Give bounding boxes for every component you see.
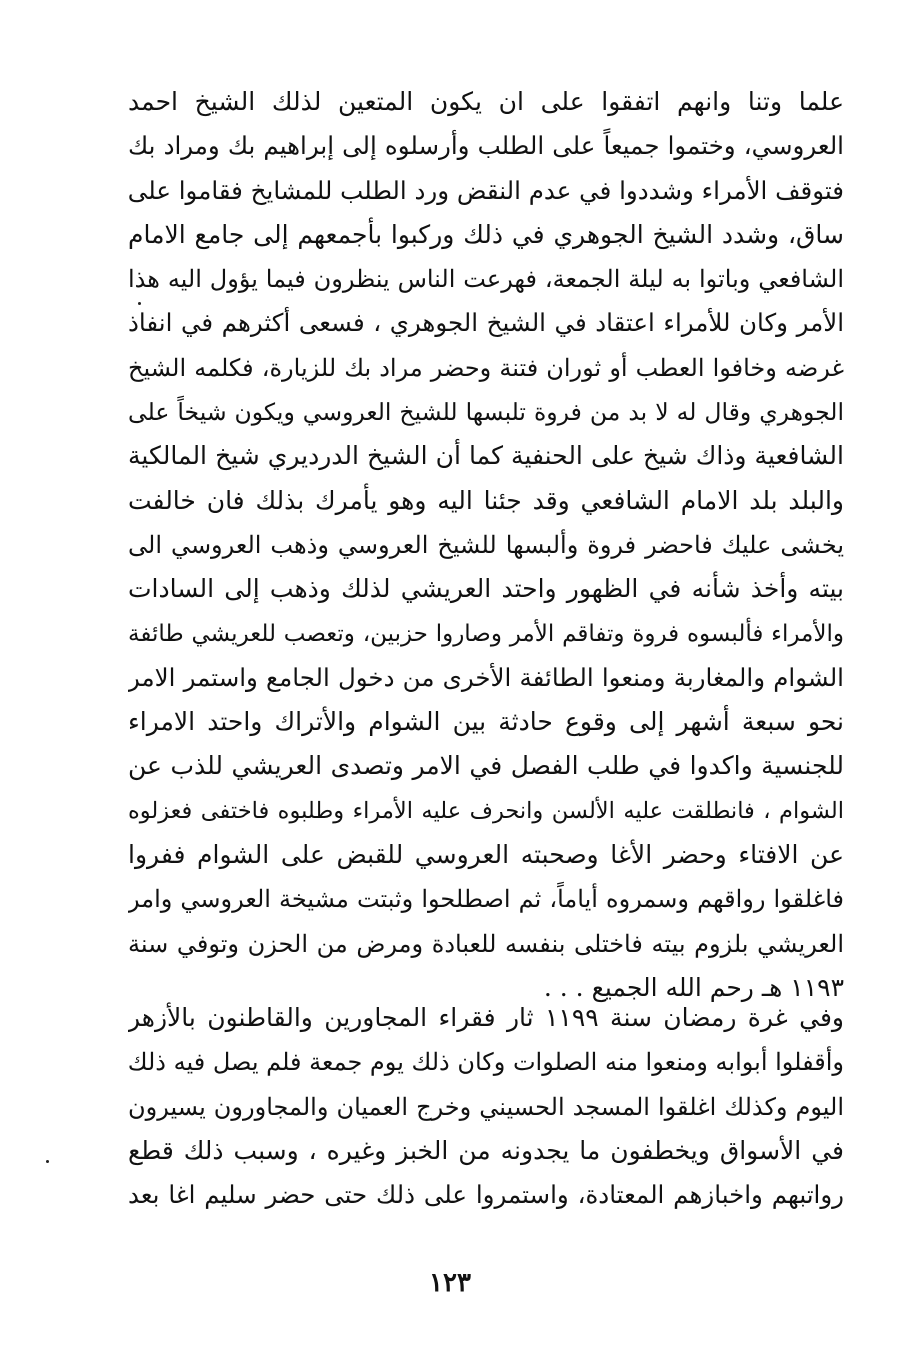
ink-speck <box>138 302 141 305</box>
paragraph-1 <box>128 80 844 1010</box>
text-line: والبلد بلد الامام الشافعي وقد جئنا اليه وهو يأمرك بذلك فان خالفت <box>128 485 844 515</box>
text-line: فتوقف الأمراء وشددوا في عدم النقض ورد الطلب للمشايخ فقاموا على <box>128 175 844 205</box>
text-line: علما وتنا وانهم اتفقوا على ان يكون المتعين لذلك الشيخ احمد <box>128 87 844 116</box>
ink-speck <box>46 1160 49 1163</box>
text-line: الأمر وكان للأمراء اعتقاد في الشيخ الجوهري ، فسعى أكثرهم في انفاذ <box>128 308 844 338</box>
text-line: والأمراء فألبسوه فروة وتفاقم الأمر وصاروا حزبين، وتعصب للعريشي طائفة <box>128 620 844 647</box>
text-line: العروسي، وختموا جميعاً على الطلب وأرسلوه إلى إبراهيم بك ومراد بك <box>128 131 844 161</box>
text-line: غرضه وخافوا العطب أو ثوران فتنة وحضر مراد بك للزيارة، فكلمه الشيخ <box>128 353 844 382</box>
text-line: نحو سبعة أشهر إلى وقوع حادثة بين الشوام والأتراك واحتد الامراء <box>128 707 844 737</box>
text-line-last: ١١٩٣ هـ رحم الله الجميع . . . <box>543 972 844 1002</box>
text-line: الشافعية وذاك شيخ على الحنفية كما أن الشيخ الدرديري شيخ المالكية <box>128 441 844 471</box>
text-line: الشوام ، فانطلقت عليه الألسن وانحرف عليه الأمراء وطلبوه فاختفى فعزلوه <box>128 797 844 824</box>
text-line: رواتبهم واخبازهم المعتادة، واستمروا على ذلك حتى حضر سليم اغا بعد <box>128 1180 844 1210</box>
text-line: بيته وأخذ شأنه في الظهور واحتد العريشي لذلك وذهب إلى السادات <box>128 574 844 604</box>
page-number: ١٢٣ <box>429 1268 471 1298</box>
text-line: ساق، وشدد الشيخ الجوهري في ذلك وركبوا بأجمعهم إلى جامع الامام <box>128 219 844 249</box>
text-line: في الأسواق ويخطفون ما يجدونه من الخبز وغيره ، وسبب ذلك قطع <box>128 1135 844 1165</box>
text-line: وفي غرة رمضان سنة ١١٩٩ ثار فقراء المجاورين والقاطنون بالأزهر <box>128 1003 844 1032</box>
text-line: عن الافتاء وحضر الأغا وصحبته العروسي للقبض على الشوام ففروا <box>128 840 844 870</box>
text-line: اليوم وكذلك اغلقوا المسجد الحسيني وخرج العميان والمجاورون يسيرون <box>128 1092 844 1121</box>
paragraph-2 <box>128 996 844 1217</box>
text-line: للجنسية واكدوا في طلب الفصل في الامر وتصدى العريشي للذب عن <box>128 751 844 781</box>
text-line: فاغلقوا رواقهم وسمروه أياماً، ثم اصطلحوا وثبتت مشيخة العروسي وامر <box>128 885 844 914</box>
text-line: وأقفلوا أبوابه ومنعوا منه الصلوات وكان ذلك يوم جمعة فلم يصل فيه ذلك <box>128 1048 844 1077</box>
text-line: العريشي بلزوم بيته فاختلى بنفسه للعبادة ومرض من الحزن وتوفي سنة <box>128 929 844 958</box>
text-line: الشوام والمغاربة ومنعوا الطائفة الأخرى من دخول الجامع واستمر الامر <box>128 662 844 692</box>
text-line: يخشى عليك فاحضر فروة وألبسها للشيخ العروسي وذهب العروسي الى <box>128 530 844 559</box>
text-line: الشافعي وباتوا به ليلة الجمعة، فهرعت الناس ينظرون فيما يؤول اليه هذا <box>128 265 844 294</box>
text-line: الجوهري وقال له لا بد من فروة تلبسها للشيخ العروسي ويكون شيخاً على <box>128 398 844 427</box>
